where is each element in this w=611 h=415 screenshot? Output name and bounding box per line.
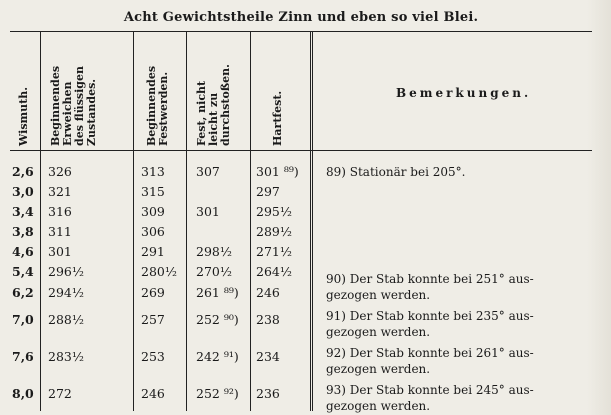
header-hartfest: Hartfest. <box>271 90 284 146</box>
table-cell-c4: 242 ⁹¹) <box>196 349 239 364</box>
rule-header-bottom <box>10 150 592 151</box>
table-cell-c5: 234 <box>256 349 280 364</box>
table-cell-c3: 269 <box>141 285 165 300</box>
table-cell-c1: 7,6 <box>12 349 34 364</box>
table-cell-c1: 2,6 <box>12 164 34 179</box>
table-cell-c5: 289½ <box>256 224 292 239</box>
table-cell-c2: 283½ <box>48 349 84 364</box>
remark-line-2: gezogen werden. <box>326 399 431 413</box>
table-cell-c3: 306 <box>141 224 165 239</box>
header-wismuth: Wismuth. <box>17 86 30 146</box>
table-cell-c3: 257 <box>141 312 165 327</box>
remark-line-1: 92) Der Stab konnte bei 261° aus- <box>326 346 534 360</box>
remark-line-1: 91) Der Stab konnte bei 235° aus- <box>326 309 534 323</box>
table-cell-c3: 291 <box>141 244 165 259</box>
table-cell-c2: 288½ <box>48 312 84 327</box>
table-cell-c5: 238 <box>256 312 280 327</box>
table-cell-c3: 315 <box>141 184 165 199</box>
table-cell-c2: 294½ <box>48 285 84 300</box>
remark-line-1: 89) Stationär bei 205°. <box>326 165 466 179</box>
table-cell-c1: 5,4 <box>12 264 34 279</box>
remark-note <box>326 382 588 414</box>
remark-line-2: gezogen werden. <box>326 288 431 302</box>
table-cell-c5: 295½ <box>256 204 292 219</box>
table-cell-c4: 301 <box>196 204 220 219</box>
table-cell-c1: 4,6 <box>12 244 34 259</box>
rule-col1 <box>40 31 41 411</box>
table-cell-c1: 6,2 <box>12 285 34 300</box>
table-cell-c3: 253 <box>141 349 165 364</box>
table-cell-c2: 326 <box>48 164 72 179</box>
table-cell-c2: 272 <box>48 386 72 401</box>
table-cell-c4: 298½ <box>196 244 232 259</box>
table-cell-c4: 261 ⁸⁹) <box>196 285 239 300</box>
rule-top <box>10 31 592 32</box>
table-cell-c2: 301 <box>48 244 72 259</box>
remark-line-1: 90) Der Stab konnte bei 251° aus- <box>326 272 534 286</box>
table-cell-c5: 264½ <box>256 264 292 279</box>
remark-line-1: 93) Der Stab konnte bei 245° aus- <box>326 383 534 397</box>
rule-col5 <box>310 31 316 411</box>
remark-note <box>326 345 588 377</box>
table-cell-c1: 3,8 <box>12 224 34 239</box>
header-bemerkungen: Bemerkungen. <box>396 86 532 100</box>
remark-note <box>326 308 588 340</box>
table-cell-c1: 8,0 <box>12 386 34 401</box>
table-cell-c4: 252 ⁹⁰) <box>196 312 239 327</box>
table-cell-c3: 313 <box>141 164 165 179</box>
table-cell-c1: 7,0 <box>12 312 34 327</box>
table-cell-c3: 246 <box>141 386 165 401</box>
table-cell-c3: 309 <box>141 204 165 219</box>
table-cell-c1: 3,4 <box>12 204 34 219</box>
remark-line-2: gezogen werden. <box>326 325 431 339</box>
table-cell-c5: 301 ⁸⁹) <box>256 164 299 179</box>
table-cell-c2: 321 <box>48 184 72 199</box>
header-fest-nicht: Fest, nicht leicht zu durchstoßen. <box>195 64 232 146</box>
rule-col3 <box>186 31 187 411</box>
rule-col2 <box>133 31 134 411</box>
remark-line-2: gezogen werden. <box>326 362 431 376</box>
remark-note <box>326 164 588 180</box>
table-cell-c1: 3,0 <box>12 184 34 199</box>
rule-col4 <box>250 31 251 411</box>
remark-note <box>326 271 588 303</box>
table-cell-c2: 296½ <box>48 264 84 279</box>
header-festwerden: Beginnendes Festwerden. <box>145 65 170 146</box>
table-cell-c4: 307 <box>196 164 220 179</box>
header-erweichen: Beginnendes Erweichen des flüssigen Zustandes. <box>49 65 98 146</box>
table-cell-c5: 236 <box>256 386 280 401</box>
table-cell-c2: 316 <box>48 204 72 219</box>
table-caption: Acht Gewichtstheile Zinn und eben so viel Blei. <box>123 10 479 25</box>
table-cell-c5: 271½ <box>256 244 292 259</box>
table-cell-c4: 252 ⁹²) <box>196 386 239 401</box>
table-page <box>10 6 592 411</box>
table-cell-c2: 311 <box>48 224 72 239</box>
table-cell-c5: 246 <box>256 285 280 300</box>
table-cell-c3: 280½ <box>141 264 177 279</box>
table-cell-c5: 297 <box>256 184 280 199</box>
table-cell-c4: 270½ <box>196 264 232 279</box>
